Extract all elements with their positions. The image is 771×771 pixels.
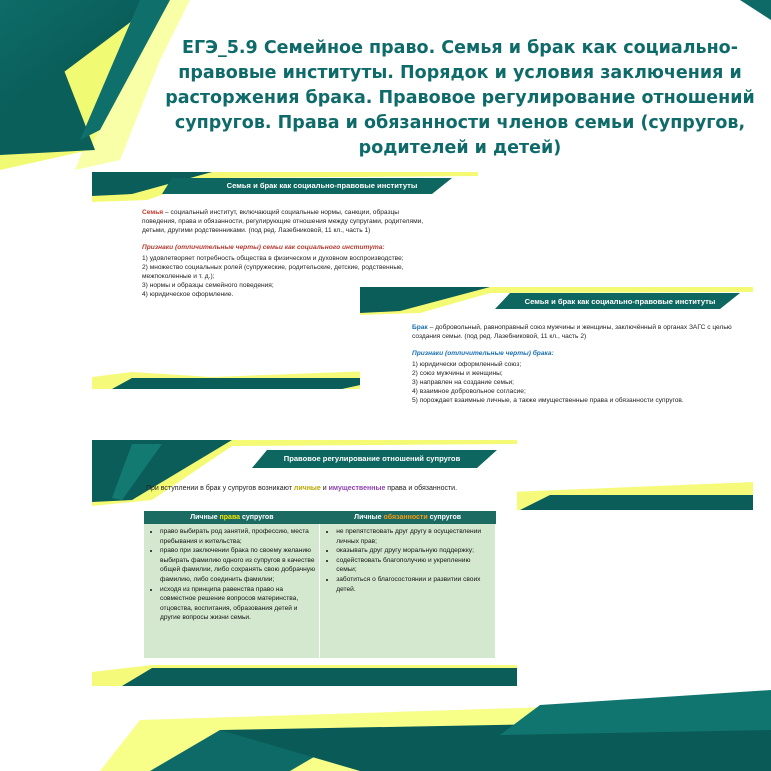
page-title: ЕГЭ_5.9 Семейное право. Семья и брак как социально-правовые институты. Порядок и условия заключения и расторжения брака. Правовое регулирование отношений супругов. Права и обязанности членов семьи (супругов, родителей и детей) [165,38,755,158]
intro-text: При вступлении в брак у супругов возникают [146,485,294,492]
intro-text: и [320,485,329,492]
list-item: • право при заключении брака по своему желанию выбирать фамилию одного из супругов в качестве общей фамилии, либо сохранять свою добрачную фамилию, либо соединить фамилии; [160,546,315,584]
slide3-banner: Правовое регулирование отношений супругов [283,454,461,463]
slide3-intro [146,483,466,494]
family-term: Семья [142,209,164,216]
marriage-definition: – добровольный, равноправный союз мужчины и женщины, заключённый в органах ЗАГС с целью создания семьи. (под ред. Лазебниковой, 11 кл., часть 2) [412,324,732,340]
slide1-body [142,208,432,299]
duties-cell [320,524,496,658]
rights-column-header [144,511,320,524]
family-sign-item: 4) юридическое оформление. [142,291,234,298]
list-item: • содействовать благополучию и укреплению семьи; [336,556,491,575]
list-item: • право выбирать род занятий, профессию, места пребывания и жительства; [160,527,315,546]
table-row [144,524,496,658]
marriage-sign-item: 2) союз мужчины и женщины; [412,370,503,377]
header-text: Личные [354,513,384,521]
duties-column-header [320,511,496,524]
marriage-sign-item: 5) порождает взаимные личные, а также имущественные права и обязанности супругов. [412,397,684,404]
intro-keyword-personal: личные [293,485,321,492]
intro-text: права и обязанности. [385,485,458,492]
marriage-sign-item: 1) юридически оформленный союз; [412,361,522,368]
header-keyword: обязанности [383,513,428,521]
family-signs-title: Признаки (отличительные черты) семьи как социального института: [142,244,385,251]
slide2-body [412,323,732,405]
marriage-term: Брак [412,324,428,331]
marriage-sign-item: 3) направлен на создание семьи; [412,379,515,386]
family-sign-item: 1) удовлетворяет потребность общества в физическом и духовном воспроизводстве; [142,255,404,262]
slide2-banner: Семья и брак как социально-правовые институты [524,297,716,306]
family-sign-item: 3) нормы и образцы семейного поведения; [142,282,274,289]
rights-cell [144,524,320,658]
header-text: Личные [190,513,220,521]
marriage-signs-title: Признаки (отличительные черты) брака: [412,350,554,357]
header-text: супругов [427,513,462,521]
list-item: • оказывать друг другу моральную поддержку; [336,546,491,556]
rights-duties-table [144,511,496,658]
slide1-banner: Семья и брак как социально-правовые институты [226,181,418,190]
slide-spouses [92,440,517,686]
list-item: • не препятствовать друг другу в осуществлении личных прав; [336,527,491,546]
header-keyword: права [219,513,241,521]
intro-keyword-property: имущественные [328,485,386,492]
list-item: • заботиться о благосостоянии и развитии своих детей. [336,575,491,594]
marriage-sign-item: 4) взаимное добровольное согласие; [412,388,526,395]
family-definition: – социальный институт, включающий социальные нормы, санкции, образцы поведения, права и обязанности, регулирующие отношения между супругами, родителями, детьми, другими родственниками. (под ред. Лазебниковой, 11 кл., часть 1) [142,209,424,234]
family-sign-item: 2) множество социальных ролей (супружеские, родительские, детские, родственные, межпоколенные и т. д.); [142,264,404,280]
header-text: супругов [240,513,274,521]
list-item: • исходя из принципа равенства право на совместное решение вопросов материнства, отцовства, воспитания, образования детей и другие вопросы жизни семьи. [160,585,315,623]
